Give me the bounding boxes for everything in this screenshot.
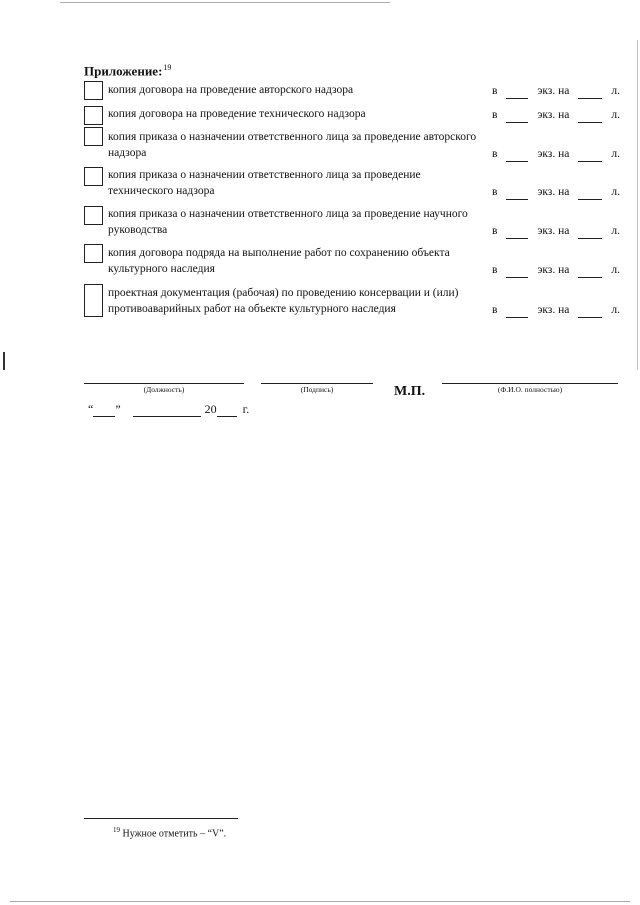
attachment-item	[84, 284, 620, 320]
attachment-checkbox[interactable]	[84, 206, 103, 225]
full-name-caption: (Ф.И.О. полностью)	[497, 385, 563, 394]
signature-line[interactable]	[261, 383, 373, 384]
footnote-text: Нужное отметить – “V”.	[122, 828, 227, 840]
position-caption: (Должность)	[143, 385, 185, 394]
signature-caption: (Подпись)	[300, 385, 334, 394]
copies-field: в экз. на л.	[492, 225, 620, 237]
copies-count-blank[interactable]	[506, 306, 528, 318]
attachment-item	[84, 167, 620, 201]
attachment-label: копия приказа о назначении ответственного лица за проведение технического надзора	[108, 169, 421, 197]
attachment-checkbox[interactable]	[84, 284, 103, 317]
scan-artifact-left	[3, 352, 5, 370]
sheets-count-blank[interactable]	[578, 227, 602, 239]
sheets-count-blank[interactable]	[578, 150, 602, 162]
attachment-checkbox[interactable]	[84, 167, 103, 186]
full-name-line[interactable]	[442, 383, 618, 384]
copies-count-blank[interactable]	[506, 111, 528, 123]
attachment-item	[84, 244, 620, 278]
scan-artifact-right	[637, 40, 638, 370]
copies-count-blank[interactable]	[506, 266, 528, 278]
footnote	[113, 826, 226, 839]
sheets-count-blank[interactable]	[578, 111, 602, 123]
month-blank[interactable]	[133, 404, 201, 417]
scan-artifact-bottom	[10, 901, 630, 902]
attachment-checkbox[interactable]	[84, 81, 103, 100]
copies-field: в экз. на л.	[492, 304, 620, 316]
attachment-item	[84, 81, 620, 101]
stamp-place: М.П.	[394, 384, 426, 399]
sheets-count-blank[interactable]	[578, 87, 602, 99]
copies-field: в экз. на л.	[492, 148, 620, 160]
copies-count-blank[interactable]	[506, 150, 528, 162]
attachment-label: копия договора подряда на выполнение работ по сохранению объекта культурного наследия	[108, 247, 450, 275]
attachment-label: копия приказа о назначении ответственного лица за проведение научного руководства	[108, 208, 468, 236]
sheets-count-blank[interactable]	[578, 266, 602, 278]
copies-count-blank[interactable]	[506, 227, 528, 239]
position-line[interactable]	[84, 383, 244, 384]
attachment-checkbox[interactable]	[84, 244, 103, 263]
copies-field: в экз. на л.	[492, 85, 620, 97]
copies-field: в экз. на л.	[492, 109, 620, 121]
attachment-checkbox[interactable]	[84, 127, 103, 146]
footnote-reference: 19	[163, 63, 172, 72]
footnote-number: 19	[113, 826, 120, 834]
year-blank[interactable]	[217, 404, 237, 417]
attachment-label: копия договора на проведение технического надзора	[108, 108, 366, 120]
attachment-label: копия договора на проведение авторского надзора	[108, 84, 354, 96]
attachment-item	[84, 127, 620, 161]
attachments-heading	[84, 63, 171, 79]
attachments-title: Приложение:	[84, 63, 163, 79]
copies-count-blank[interactable]	[506, 87, 528, 99]
attachment-label: копия приказа о назначении ответственного лица за проведение авторского надзора	[108, 131, 477, 159]
sheets-count-blank[interactable]	[578, 306, 602, 318]
copies-field: в экз. на л.	[492, 186, 620, 198]
date-field: “ ” 20 г.	[88, 402, 250, 416]
attachment-item	[84, 106, 620, 126]
copies-count-blank[interactable]	[506, 188, 528, 200]
footnote-separator	[84, 818, 238, 819]
attachment-checkbox[interactable]	[84, 106, 103, 125]
day-blank[interactable]	[93, 404, 115, 417]
sheets-count-blank[interactable]	[578, 188, 602, 200]
copies-field: в экз. на л.	[492, 264, 620, 276]
attachment-item	[84, 206, 620, 240]
scan-artifact-top	[60, 2, 390, 3]
attachment-label: проектная документация (рабочая) по проведению консервации и (или) противоаварийных работ на объекте культурного наследия	[108, 287, 459, 315]
